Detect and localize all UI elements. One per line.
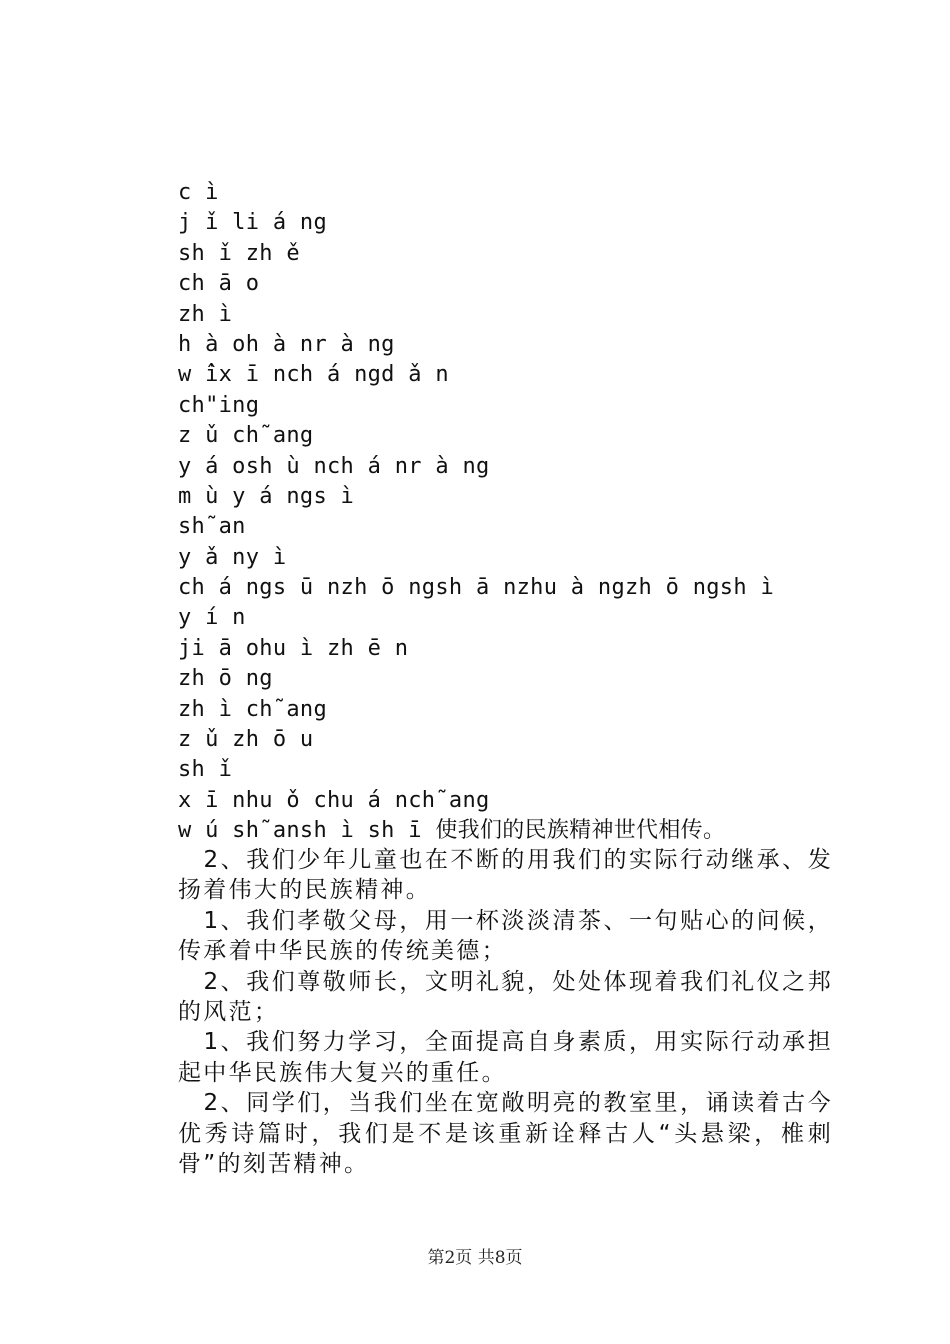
paragraph-indent xyxy=(178,1090,204,1116)
paragraph-indent xyxy=(178,847,204,873)
pinyin-line: h à oh à nr à ng xyxy=(178,331,395,357)
pinyin-line: y ǎ ny ì xyxy=(178,544,287,570)
pinyin-line: sh˜an xyxy=(178,514,246,540)
sentence-text: 使我们的民族精神世代相传。 xyxy=(435,818,726,844)
pinyin-line: y á osh ù nch á nr à ng xyxy=(178,453,490,479)
pinyin-line: zh ì ch˜ang xyxy=(178,696,327,722)
pinyin-line: ch ā o xyxy=(178,271,260,297)
pinyin-line: w ̂ix ī nch á ngd ǎ n xyxy=(178,362,449,388)
page-footer: 第2页 共8页 xyxy=(427,1248,523,1268)
paragraph xyxy=(178,967,833,1028)
paragraph-indent xyxy=(178,1029,204,1055)
pinyin-line: z ǔ zh ō u xyxy=(178,727,314,753)
pinyin-line: ch á ngs ū nzh ō ngsh ā nzhu à ngzh ō ngsh ì xyxy=(178,575,774,601)
pinyin-line: z ǔ ch˜ang xyxy=(178,423,314,449)
pinyin-line: j ǐ li á ng xyxy=(178,210,327,236)
paragraph-text: 2、同学们，当我们坐在宽敞明亮的教室里，诵读着古今优秀诗篇时，我们是不是该重新诠释古人“头悬梁，椎刺骨”的刻苦精神。 xyxy=(178,1090,833,1178)
pinyin-line-final: w ú sh˜ansh ì sh ī xyxy=(178,818,436,844)
paragraph xyxy=(178,845,833,906)
paragraph xyxy=(178,1088,833,1179)
paragraph-text: 2、我们尊敬师长，文明礼貌，处处体现着我们礼仪之邦的风范； xyxy=(178,968,833,1026)
paragraph-text: 2、我们少年儿童也在不断的用我们的实际行动继承、发扬着伟大的民族精神。 xyxy=(178,847,833,904)
pinyin-line: zh ì xyxy=(178,301,233,327)
pinyin-line: sh ǐ zh ě xyxy=(178,240,300,266)
pinyin-line: x ī nhu ǒ chu á nch˜ang xyxy=(178,787,490,813)
paragraph xyxy=(178,906,833,967)
pinyin-line: zh ō ng xyxy=(178,666,273,692)
paragraph-text: 1、我们努力学习，全面提高自身素质，用实际行动承担起中华民族伟大复兴的重任。 xyxy=(178,1029,833,1086)
body-paragraphs xyxy=(178,845,833,1179)
paragraph-indent xyxy=(178,908,204,934)
paragraph-text: 1、我们孝敬父母，用一杯淡淡清茶、一句贴心的问候，传承着中华民族的传统美德； xyxy=(178,907,833,965)
pinyin-line: m ù y á ngs ì xyxy=(178,483,355,509)
pinyin-line: c ì xyxy=(178,180,219,205)
paragraph xyxy=(178,1027,833,1088)
pinyin-line-with-text xyxy=(178,816,838,846)
pinyin-line: y í n xyxy=(178,605,246,631)
pinyin-block xyxy=(178,178,838,847)
paragraph-indent xyxy=(178,969,204,995)
pinyin-line: ji ā ohu ì zh ē n xyxy=(178,635,409,661)
pinyin-line: ch"ing xyxy=(178,392,260,418)
pinyin-line: sh ǐ xyxy=(178,757,233,783)
